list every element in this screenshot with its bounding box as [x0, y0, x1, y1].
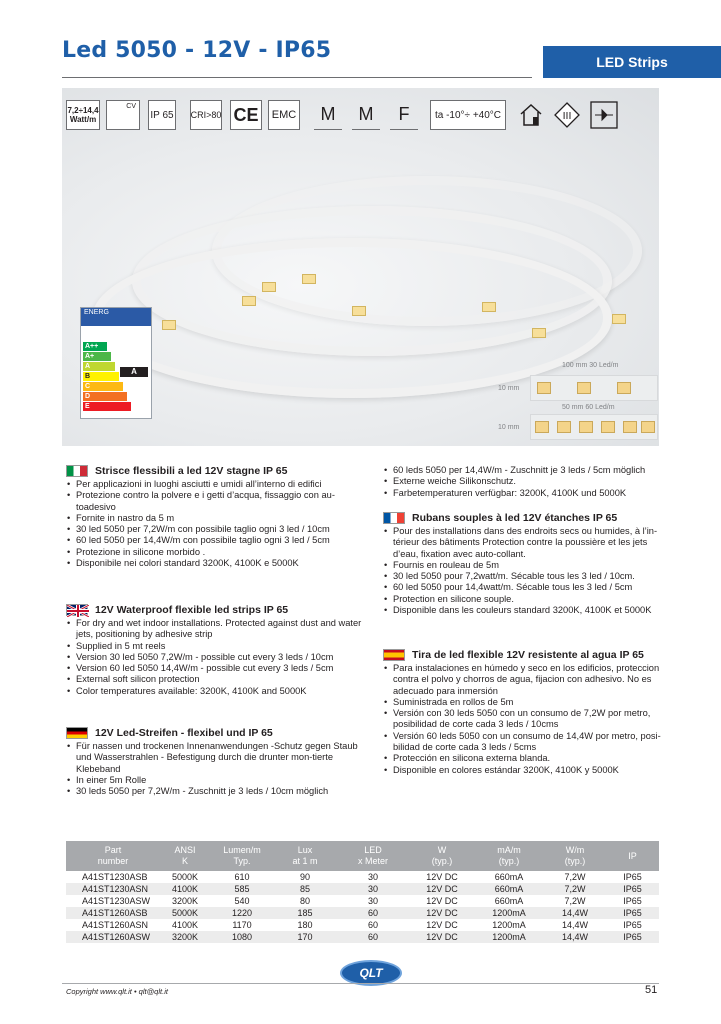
table-cell: 4100K	[160, 883, 210, 895]
list-item: • 60 led 5050 per 14,4W/m con possibile taglio ogni 3 led / 5cm	[66, 535, 366, 546]
table-cell: IP65	[623, 920, 642, 930]
list-item: • Suministrada en rollos de 5m	[383, 697, 673, 708]
led-chip	[242, 296, 256, 306]
list-item: • Protezione contro la polvere e i getti d’acqua, fissaggio con au-toadesivo	[66, 490, 366, 513]
table-row	[66, 883, 659, 895]
table-cell: 12V DC	[410, 931, 474, 943]
table-cell: 12V DC	[426, 872, 458, 882]
table-cell: A41ST1230ASW	[82, 896, 151, 906]
ip-rating-icon: IP 65	[148, 100, 176, 130]
column-header	[66, 841, 160, 871]
table-cell: 1200mA	[474, 931, 544, 943]
list-item: • Farbetemperaturen verfügbar: 3200K, 4100K und 5000K	[383, 488, 673, 499]
led-strip-coil-front	[92, 238, 612, 398]
header-line: Part	[104, 845, 122, 855]
table-cell: 540	[234, 896, 250, 906]
page-number: 51	[645, 984, 658, 996]
table-cell: 3200K	[160, 931, 210, 943]
list-item: • Disponible en colores estándar 3200K, 4100K y 5000K	[383, 765, 673, 776]
table-cell: 14,4W	[544, 931, 606, 943]
list-item: • Pour des installations dans des endroits secs ou humides, à l’in-térieur des bâtiments Protection contre la poussière et les jets d’eau, fixation avec auto-collant.	[383, 526, 673, 560]
led-chip	[532, 328, 546, 338]
list-item: • 60 leds 5050 per 14,4W/m - Zuschnitt je 3 leds / 5cm möglich	[383, 465, 673, 476]
footer-divider	[62, 983, 659, 984]
table-cell: IP65	[623, 896, 642, 906]
list-item: • 30 leds 5050 per 7,2W/m - Zuschnitt je 3 leds / 10cm möglich	[66, 786, 366, 797]
list-item: • Protección en silicona externa blanda.	[383, 753, 673, 764]
section-title-english	[66, 603, 366, 617]
column-header	[274, 841, 336, 871]
table-cell: 1220	[210, 907, 274, 919]
table-cell: 585	[210, 883, 274, 895]
list-item: • In einer 5m Rolle	[66, 775, 366, 786]
led-chip	[612, 314, 626, 324]
header-line: Lumen/m	[223, 845, 261, 855]
header-line: K	[181, 856, 188, 866]
header-line: (typ.)	[564, 856, 586, 866]
table-cell: 7,2W	[564, 872, 586, 882]
section-spanish	[383, 648, 673, 776]
section-title-italian	[66, 464, 366, 478]
m-mark-icon: M	[314, 100, 342, 130]
table-cell: 7,2W	[564, 896, 586, 906]
table-cell: 60	[336, 931, 410, 943]
led-chip	[162, 320, 176, 330]
section-english	[66, 603, 366, 697]
led-chip	[262, 282, 276, 292]
list-item: • Version 30 led 5050 7,2W/m - possible cut every 3 leds / 10cm	[66, 652, 366, 663]
list-item: • Disponible dans les couleurs standard 3200K, 4100K et 5000K	[383, 605, 673, 616]
table-row	[66, 919, 659, 931]
led-chip	[577, 382, 591, 394]
italy-flag-icon	[66, 465, 88, 477]
list-item: • Protezione in silicone morbido .	[66, 547, 366, 558]
france-flag-icon	[383, 512, 405, 524]
constant-voltage-icon: CV	[106, 100, 140, 130]
class-iii-icon	[552, 100, 582, 130]
energy-rating-arrow: A	[120, 367, 148, 377]
list-item: • For dry and wet indoor installations. Protected against dust and water jets, positioning by adhesive strip	[66, 618, 366, 641]
table-cell: IP65	[623, 872, 642, 882]
list-item: • Für nassen und trockenen Innenanwendungen -Schutz gegen Staub und Wasserstrahlen - Befestigung durch die drunter mon-tierte Klebeband	[66, 741, 366, 775]
section-title-text: 12V Led-Streifen - flexibel und IP 65	[95, 727, 273, 739]
cut-label-60: 50 mm 60 Led/m	[562, 404, 615, 411]
category-badge: LED Strips	[543, 46, 721, 78]
ce-mark-icon: CE	[230, 100, 262, 130]
list-item: • External soft silicon protection	[66, 674, 366, 685]
table-cell: IP65	[606, 907, 659, 919]
column-header	[606, 841, 659, 871]
table-cell: A41ST1230ASN	[66, 883, 160, 895]
header-line: W	[437, 845, 447, 855]
header-line: number	[97, 856, 129, 866]
svg-text:III: III	[562, 111, 572, 122]
list-item: • Version 60 led 5050 14,4W/m - possible cut every 3 leds / 5cm	[66, 663, 366, 674]
table-cell: IP65	[606, 931, 659, 943]
table-cell: A41ST1260ASB	[66, 907, 160, 919]
strip-30-led	[530, 375, 658, 401]
header-line: at 1 m	[292, 856, 318, 866]
header-line: (typ.)	[498, 856, 520, 866]
cri-icon: CRI>80	[190, 100, 222, 130]
qlt-logo: QLT	[340, 960, 402, 986]
list-item: • Para instalaciones en húmedo y seco en los edificios, proteccion contra el polvo y chorros de agua, fijacion con adhesivo. No es adecuado para inmersión	[383, 663, 673, 697]
list-item: • Fournis en rouleau de 5m	[383, 560, 673, 571]
list-item: • Fornite in nastro da 5 m	[66, 513, 366, 524]
table-cell: 1200mA	[492, 920, 526, 930]
header-line: x Meter	[357, 856, 388, 866]
cut-width-30: 10 mm	[498, 385, 520, 392]
section-title-text: Strisce flessibili a led 12V stagne IP 65	[95, 465, 288, 477]
table-cell: 660mA	[494, 872, 524, 882]
energy-class-bar: D	[83, 392, 127, 401]
table-cell: A41ST1260ASW	[66, 931, 160, 943]
table-row	[66, 871, 659, 883]
table-cell: 12V DC	[426, 896, 458, 906]
indoor-use-icon	[516, 100, 546, 130]
led-chip	[579, 421, 593, 433]
column-header	[210, 841, 274, 871]
section-italian	[66, 464, 366, 569]
section-title-german	[66, 726, 366, 740]
section-french	[383, 511, 673, 616]
table-cell: 85	[274, 883, 336, 895]
energy-label	[80, 307, 152, 419]
list-item: • Versión con 30 leds 5050 con un consumo de 7,2W por metro, posibilidad de corte cada 3 leds / 10cms	[383, 708, 673, 731]
column-header	[336, 841, 410, 871]
energy-class-bar: A++	[83, 342, 107, 351]
column-header	[474, 841, 544, 871]
column-header	[160, 841, 210, 871]
table-cell: 5000K	[160, 907, 210, 919]
header-line: LED	[364, 845, 382, 855]
table-cell: 60	[336, 907, 410, 919]
table-cell: 1080	[210, 931, 274, 943]
energy-class-bar: A	[83, 362, 115, 371]
bullet-list	[383, 663, 673, 776]
energy-class-bar: C	[83, 382, 123, 391]
list-item: • 30 led 5050 per 7,2W/m con possibile taglio ogni 3 led / 10cm	[66, 524, 366, 535]
header-line: mA/m	[497, 845, 521, 855]
spec-table	[66, 841, 659, 943]
led-chip	[557, 421, 571, 433]
table-header-row	[66, 841, 659, 871]
header-line: (typ.)	[431, 856, 453, 866]
column-header	[410, 841, 474, 871]
header-line: Typ.	[233, 856, 251, 866]
list-item: • 30 led 5050 pour 7,2watt/m. Sécable tous les 3 led / 10cm.	[383, 571, 673, 582]
energy-class-bar: E	[83, 402, 131, 411]
f-mark-icon: F	[390, 100, 418, 130]
table-cell: 170	[274, 931, 336, 943]
bullet-list	[66, 741, 366, 797]
table-cell: 610	[234, 872, 250, 882]
table-cell: 12V DC	[426, 920, 458, 930]
led-chip	[623, 421, 637, 433]
led-chip	[601, 421, 615, 433]
germany-flag-icon	[66, 727, 88, 739]
header-line: IP	[628, 850, 637, 861]
led-chip	[641, 421, 655, 433]
section-title-spanish	[383, 648, 673, 662]
table-cell: 660mA	[494, 896, 524, 906]
table-cell: 90	[299, 872, 310, 882]
header-line: ANSI	[174, 845, 196, 855]
page-title: Led 5050 - 12V - IP65	[62, 38, 332, 63]
column-header	[544, 841, 606, 871]
bullet-list	[66, 618, 366, 697]
table-cell: A41ST1230ASB	[82, 872, 148, 882]
energy-class-bar: B	[83, 372, 119, 381]
section-title-french	[383, 511, 673, 525]
section-german	[66, 726, 366, 797]
emc-icon: EMC	[268, 100, 300, 130]
list-item: • Per applicazioni in luoghi asciutti e umidi all’interno di edifici	[66, 479, 366, 490]
table-row	[66, 931, 659, 943]
list-item: • Supplied in 5 mt reels	[66, 641, 366, 652]
cut-width-60: 10 mm	[498, 424, 520, 431]
section-title-text: Rubans souples à led 12V étanches IP 65	[412, 512, 618, 524]
ambient-temperature-icon: ta -10°÷ +40°C	[430, 100, 506, 130]
list-item: • Protection en silicone souple.	[383, 594, 673, 605]
bullet-list	[383, 465, 673, 499]
table-cell: 80	[299, 896, 310, 906]
table-cell: 7,2W	[544, 883, 606, 895]
led-chip	[535, 421, 549, 433]
led-chip	[302, 274, 316, 284]
section-title-text: Tira de led flexible 12V resistente al agua IP 65	[412, 649, 644, 661]
section-german-continued	[383, 464, 673, 499]
list-item: • Versión 60 leds 5050 con un consumo de 14,4W por metro, posi-bilidad de corte cada 3 leds / 5cms	[383, 731, 673, 754]
table-cell: 1170	[232, 920, 252, 930]
header-line: Lux	[297, 845, 313, 855]
strip-60-led	[530, 414, 658, 440]
table-cell: 3200K	[171, 896, 199, 906]
cut-label-30: 100 mm 30 Led/m	[562, 362, 619, 369]
energy-label-header: ENERG	[81, 308, 151, 326]
bullet-list	[383, 526, 673, 616]
table-cell: 1200mA	[474, 907, 544, 919]
bullet-list	[66, 479, 366, 569]
m-mark-icon: M	[352, 100, 380, 130]
list-item: • Color temperatures available: 3200K, 4100K and 5000K	[66, 686, 366, 697]
header-line: W/m	[565, 845, 585, 855]
table-cell: 12V DC	[410, 883, 474, 895]
list-item: • Disponibile nei colori standard 3200K, 4100K e 5000K	[66, 558, 366, 569]
energy-class-bar: A+	[83, 352, 111, 361]
power-range-icon: 7,2÷14,4 Watt/m	[66, 100, 100, 130]
table-cell: 180	[297, 920, 313, 930]
led-chip	[617, 382, 631, 394]
table-cell: 60	[367, 920, 378, 930]
table-cell: 30	[367, 896, 378, 906]
spain-flag-icon	[383, 649, 405, 661]
table-cell: A41ST1260ASN	[82, 920, 149, 930]
led-chip	[537, 382, 551, 394]
led-chip	[352, 306, 366, 316]
table-cell: 14,4W	[561, 920, 588, 930]
table-cell: 14,4W	[544, 907, 606, 919]
list-item: • Externe weiche Silikonschutz.	[383, 476, 673, 487]
copyright-text: Copyright www.qlt.it • qlt@qlt.it	[66, 987, 168, 996]
title-divider	[62, 77, 532, 78]
table-cell: 30	[336, 883, 410, 895]
table-cell: IP65	[606, 883, 659, 895]
table-cell: 30	[367, 872, 378, 882]
table-cell: 185	[274, 907, 336, 919]
table-cell: 5000K	[171, 872, 199, 882]
table-row	[66, 907, 659, 919]
table-cell: 660mA	[474, 883, 544, 895]
section-title-text: 12V Waterproof flexible led strips IP 65	[95, 604, 289, 616]
uk-flag-icon	[66, 604, 88, 616]
list-item: • 60 led 5050 pour 14,4watt/m. Sécable tous les 3 led / 5cm	[383, 582, 673, 593]
table-cell: 4100K	[171, 920, 199, 930]
table-row	[66, 895, 659, 907]
driver-symbol-icon	[588, 100, 620, 130]
table-cell: 12V DC	[410, 907, 474, 919]
led-chip	[482, 302, 496, 312]
